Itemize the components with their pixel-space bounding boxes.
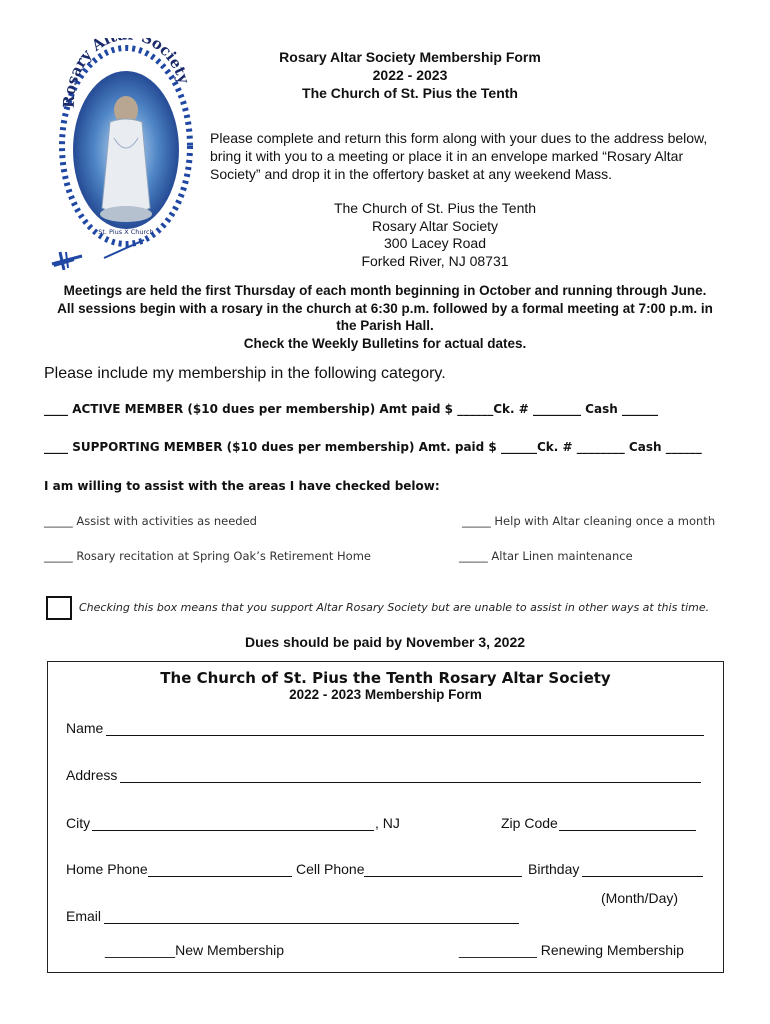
name-input-line[interactable] bbox=[106, 722, 704, 736]
supporting-amount-blank[interactable]: ______ bbox=[500, 440, 537, 454]
email-input-line[interactable] bbox=[104, 910, 519, 924]
form-box-subtitle: 2022 - 2023 Membership Form bbox=[289, 687, 482, 702]
address-line-2: Rosary Altar Society bbox=[371, 217, 499, 234]
meetings-line-3: the Parish Hall. bbox=[336, 318, 434, 333]
active-member-check-blank[interactable]: ____ bbox=[44, 402, 68, 416]
month-day-hint: (Month/Day) bbox=[601, 890, 679, 906]
home-phone-label: Home Phone bbox=[66, 861, 148, 877]
zip-label: Zip Code bbox=[501, 815, 558, 831]
form-year: 2022 - 2023 bbox=[372, 67, 448, 83]
cell-phone-label: Cell Phone bbox=[296, 861, 365, 877]
birthday-input-line[interactable] bbox=[582, 863, 703, 877]
assist-item-altar-cleaning[interactable]: _____ Help with Altar cleaning once a month bbox=[462, 514, 716, 528]
logo-bottom-text: St. Pius X Church bbox=[98, 228, 154, 236]
intro-line-3: Society” and drop it in the offertory basket at any weekend Mass. bbox=[210, 166, 613, 182]
assist-item-rosary-recitation[interactable]: _____ Rosary recitation at Spring Oak’s Retirement Home bbox=[44, 549, 371, 563]
supporting-check-blank[interactable]: ________ bbox=[576, 440, 625, 454]
supporting-member-check-blank[interactable]: ____ bbox=[44, 440, 68, 454]
renewing-membership-label: Renewing Membership bbox=[540, 942, 684, 958]
new-membership-blank[interactable]: _________ bbox=[105, 942, 176, 958]
email-label: Email bbox=[66, 908, 102, 924]
meetings-line-4: Check the Weekly Bulletins for actual dates. bbox=[243, 335, 527, 351]
zip-input-line[interactable] bbox=[559, 817, 696, 831]
checkbox-note: Checking this box means that you support Altar Rosary Society but are unable to assist in other ways at this time. bbox=[79, 601, 710, 614]
church-logo bbox=[44, 38, 202, 270]
city-label: City bbox=[66, 815, 91, 831]
address-line-1: The Church of St. Pius the Tenth bbox=[333, 200, 537, 216]
address-label: Address bbox=[66, 767, 118, 783]
supporting-cash-blank[interactable]: ______ bbox=[665, 440, 702, 454]
assist-item-activities[interactable]: _____ Assist with activities as needed bbox=[44, 514, 257, 528]
active-check-label: Ck. # bbox=[493, 402, 529, 416]
supporting-check-label: Ck. # bbox=[536, 440, 573, 454]
intro-line-2: bring it with you to a meeting or place it in an envelope marked “Rosary Altar bbox=[210, 148, 684, 164]
intro-line-1: Please complete and return this form along with your dues to the address below, bbox=[210, 130, 708, 146]
form-box-title: The Church of St. Pius the Tenth Rosary Altar Society bbox=[160, 669, 611, 687]
cell-phone-input-line[interactable] bbox=[364, 863, 522, 877]
assist-item-altar-linen[interactable]: _____ Altar Linen maintenance bbox=[459, 549, 633, 563]
form-title: Rosary Altar Society Membership Form bbox=[279, 49, 541, 65]
assist-heading: I am willing to assist with the areas I have checked below: bbox=[44, 479, 440, 493]
supporting-cash-label: Cash bbox=[628, 440, 662, 454]
address-line-4: Forked River, NJ 08731 bbox=[361, 252, 509, 269]
category-heading: Please include my membership in the following category. bbox=[44, 365, 446, 382]
birthday-label: Birthday bbox=[528, 861, 580, 877]
city-input-line[interactable] bbox=[92, 817, 374, 831]
active-amount-blank[interactable]: ______ bbox=[457, 402, 494, 416]
name-label: Name bbox=[66, 720, 104, 736]
supporting-member-row[interactable] bbox=[44, 440, 702, 454]
state-label: , NJ bbox=[375, 815, 400, 831]
supporting-member-label: SUPPORTING MEMBER ($10 dues per membership) Amt. paid $ bbox=[72, 440, 497, 454]
active-cash-label: Cash bbox=[585, 402, 618, 416]
dues-deadline: Dues should be paid by November 3, 2022 bbox=[244, 634, 526, 650]
new-membership-label: New Membership bbox=[175, 942, 285, 958]
meetings-line-1: Meetings are held the first Thursday of each month beginning in October and running through June. bbox=[63, 283, 707, 298]
active-member-row[interactable] bbox=[44, 402, 658, 416]
church-name: The Church of St. Pius the Tenth bbox=[302, 85, 518, 101]
active-member-label: ACTIVE MEMBER ($10 dues per membership) Amt paid $ bbox=[72, 402, 454, 416]
address-input-line[interactable] bbox=[120, 769, 701, 783]
renewing-membership-blank[interactable]: __________ bbox=[459, 942, 537, 958]
meetings-line-2: All sessions begin with a rosary in the church at 6:30 p.m. followed by a formal meeting at 7:00 p.m. in bbox=[57, 300, 713, 316]
address-line-3: 300 Lacey Road bbox=[384, 235, 486, 251]
renewing-membership-option[interactable] bbox=[459, 942, 684, 958]
support-only-checkbox[interactable] bbox=[46, 596, 72, 620]
home-phone-input-line[interactable] bbox=[148, 863, 292, 877]
logo-arc-text: Rosary Al Society bbox=[59, 38, 193, 109]
active-cash-blank[interactable]: ______ bbox=[621, 402, 658, 416]
new-membership-option[interactable] bbox=[105, 942, 284, 958]
active-check-blank[interactable]: ________ bbox=[532, 402, 581, 416]
